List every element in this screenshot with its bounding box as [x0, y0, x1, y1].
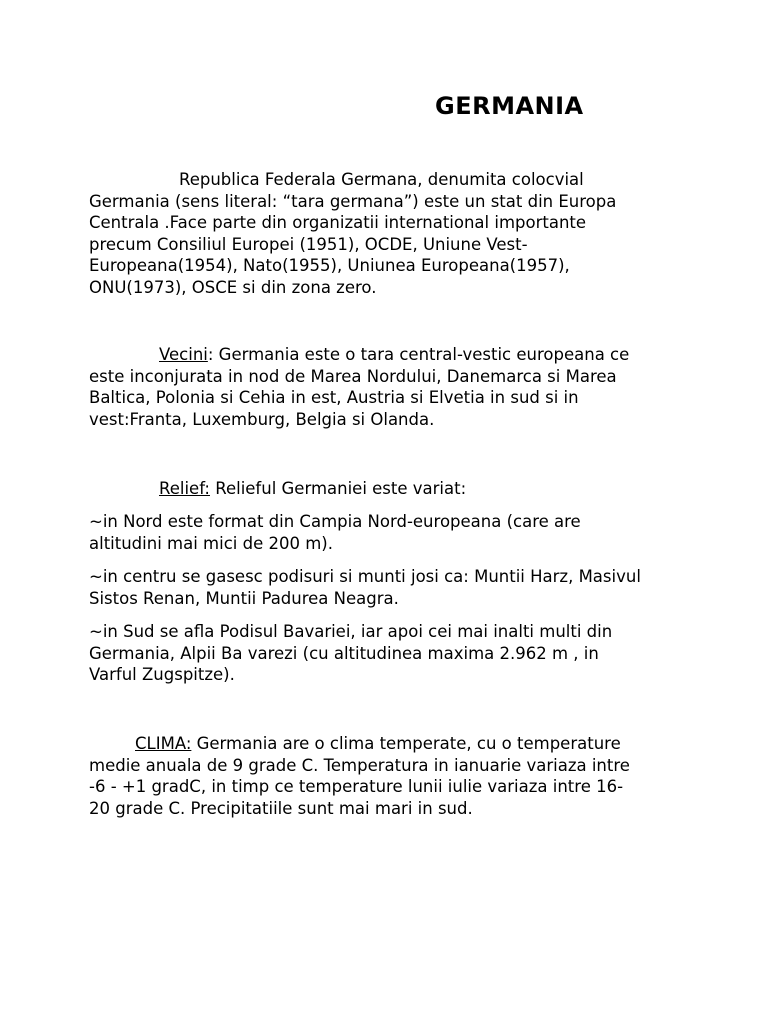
- relief-sud-paragraph: [89, 621, 689, 686]
- intro-line: Europeana(1954), Nato(1955), Uniunea Europeana(1957),: [89, 256, 570, 275]
- relief-sud-line: Germania, Alpii Ba varezi (cu altitudinea maxima 2.962 m , in: [89, 643, 599, 663]
- intro-line: Republica Federala Germana, denumita colocvial: [179, 170, 584, 189]
- document-title: GERMANIA: [435, 92, 584, 120]
- clima-line: -6 - +1 gradC, in timp ce temperature lunii iulie variaza intre 16-: [89, 777, 624, 796]
- intro-line: precum Consiliul Europei (1951), OCDE, Uniune Vest-: [89, 234, 528, 254]
- clima-line: 20 grade C. Precipitatiile sunt mai mari in sud.: [89, 798, 473, 818]
- vecini-heading: Vecini: [159, 345, 208, 364]
- clima-first-line-text: Germania are o clima temperate, cu o temperature: [191, 734, 621, 753]
- clima-line: medie anuala de 9 grade C. Temperatura in ianuarie variaza intre: [89, 755, 630, 775]
- intro-line: ONU(1973), OSCE si din zona zero.: [89, 277, 377, 297]
- relief-nord-paragraph: [89, 511, 689, 554]
- intro-line: Centrala .Face parte din organizatii international importante: [89, 213, 587, 232]
- relief-centru-line: ~in centru se gasesc podisuri si munti josi ca: Muntii Harz, Masivul: [89, 567, 641, 586]
- clima-heading: CLIMA:: [135, 734, 192, 753]
- vecini-paragraph: [89, 344, 689, 430]
- vecini-first-line-text: : Germania este o tara central-vestic europeana ce: [207, 345, 630, 364]
- vecini-line: Baltica, Polonia si Cehia in est, Austria si Elvetia in sud si in: [89, 388, 579, 407]
- relief-intro-text: Relieful Germaniei este variat:: [209, 479, 467, 498]
- clima-paragraph: [89, 733, 689, 819]
- vecini-line: este inconjurata in nod de Marea Nordului, Danemarca si Marea: [89, 366, 617, 386]
- relief-heading: Relief:: [159, 479, 210, 498]
- clima-first-line: [89, 733, 689, 755]
- relief-centru-paragraph: [89, 566, 689, 609]
- vecini-first-line: [89, 344, 689, 366]
- relief-centru-line: Sistos Renan, Muntii Padurea Neagra.: [89, 588, 399, 608]
- relief-nord-line: altitudini mai mici de 200 m).: [89, 533, 333, 553]
- relief-nord-line: ~in Nord este format din Campia Nord-europeana (care are: [89, 512, 581, 531]
- intro-paragraph: [89, 169, 689, 298]
- relief-sud-line: ~in Sud se afla Podisul Bavariei, iar apoi cei mai inalti multi din: [89, 622, 613, 641]
- intro-line: Germania (sens literal: “tara germana”) este un stat din Europa: [89, 191, 617, 211]
- relief-heading-paragraph: [89, 478, 759, 500]
- vecini-line: vest:Franta, Luxemburg, Belgia si Olanda.: [89, 409, 435, 429]
- relief-sud-line: Varful Zugspitze).: [89, 665, 235, 684]
